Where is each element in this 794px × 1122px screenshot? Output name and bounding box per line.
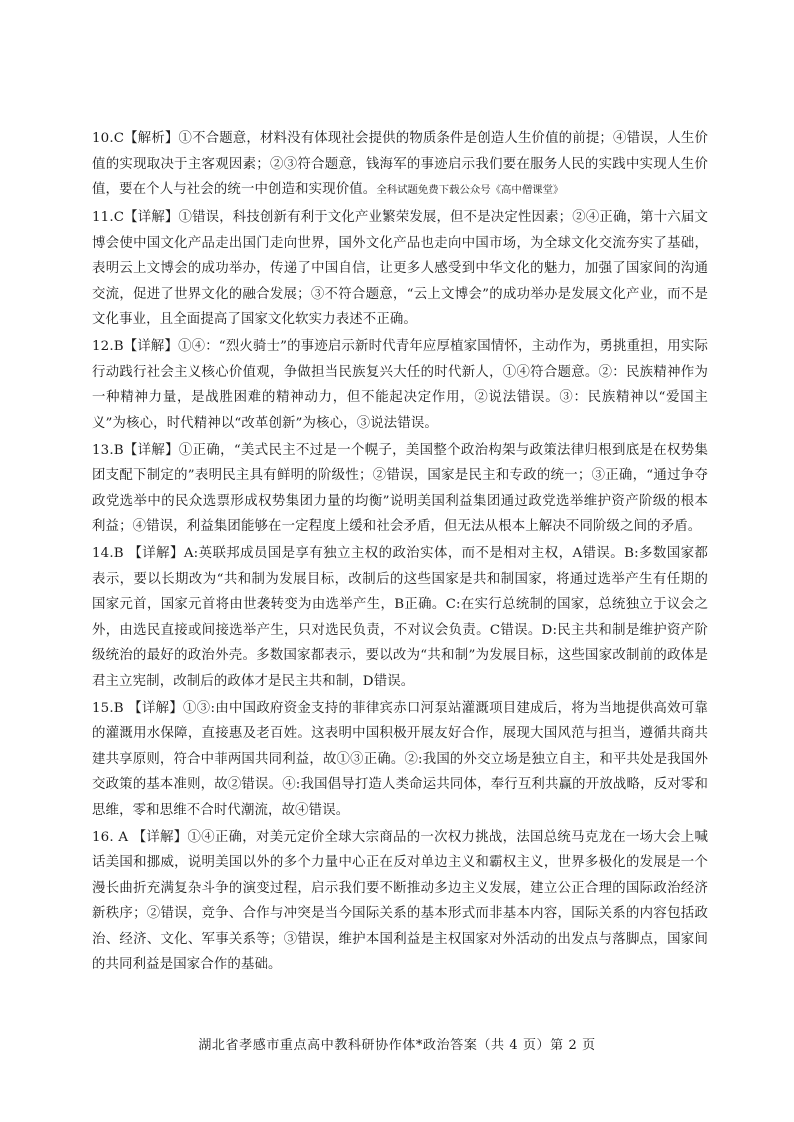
- answer-10-note: 全科试题免费下载公众号《高中僧课堂》: [376, 184, 564, 196]
- answer-11: 11.C【详解】①错误，科技创新有利于文化产业繁荣发展，但不是决定性因素；②④正确，第十六届文博会使中国文化产品走出国门走向世界，国外文化产品也走向中国市场，为全球文化交流夯实了基础，表明云上文博会的成功举办，传递了中国自信，让更多人感受到中华文化的魅力，加强了国家间的沟通交流，促进了世界文化的融合发展；③不符合题意，“云上文博会”的成功举办是发展文化产业，而不是文化事业，且全面提高了国家文化软实力表述不正确。: [92, 210, 708, 327]
- answer-15: 15.B 【详解】①③:由中国政府资金支持的菲律宾赤口河泵站灌溉项目建成后，将为当地提供高效可靠的灌溉用水保障，直接惠及老百姓。这表明中国积极开展友好合作，展现大国风范与担当，遵循共商共建共享原则，符合中菲两国共同利益，故①③正确。②:我国的外交立场是独立自主，和平共处是我国外交政策的基本准则，故②错误。④:我国倡导打造人类命运共同体，奉行互利共赢的开放战略，反对零和思维，零和思维不合时代潮流，故④错误。: [92, 700, 708, 818]
- answer-10-text: 10.C【解析】①不合题意，材料没有体现社会提供的物质条件是创造人生价值的前提；④错误，人生价值的实现取决于主客观因素；②③符合题意，钱海军的事迹启示我们要在服务人民的实践中实现人生价值，要在个人与社会的统一中创造和实现价值。: [92, 131, 708, 197]
- answer-13: 13.B【详解】①正确，“美式民主不过是一个幌子，美国整个政治构架与政策法律归根到底是在权势集团支配下制定的”表明民主具有鲜明的阶级性；②错误，国家是民主和专政的统一；③正确，“通过争夺政党选举中的民众选票形成权势集团力量的均衡”说明美国利益集团通过政党选举维护资产阶级的根本利益；④错误，利益集团能够在一定程度上缓和社会矛盾，但无法从根本上解决不同阶级之间的矛盾。: [92, 442, 708, 534]
- answer-14: 14.B 【详解】A:英联邦成员国是享有独立主权的政治实体，而不是相对主权，A错误。B:多数国家都表示，要以长期改为“共和制为发展目标，改制后的这些国家是共和制国家，将通过选举产生有任期的国家元首，国家元首将由世袭转变为由选举产生，B正确。C:在实行总统制的国家，总统独立于议会之外，由选民直接或间接选举产生，只对选民负责，不对议会负责。C错误。D:民主共和制是维护资产阶级统治的最好的政治外壳。多数国家都表示，要以改为“共和制”为发展目标，这些国家改制前的政体是君主立宪制，改制后的政体才是民主共和制，D错误。: [92, 546, 708, 689]
- answer-16: 16. A 【详解】①④正确，对美元定价全球大宗商品的一次权力挑战，法国总统马克龙在一场大会上喊话美国和挪威，说明美国以外的多个力量中心正在反对单边主义和霸权主义，世界多极化的发展是一个漫长曲折充满复杂斗争的演变过程，启示我们要不断推动多边主义发展，建立公正合理的国际政治经济新秩序；②错误，竞争、合作与冲突是当今国际关系的基本形式而非基本内容，国际关系的内容包括政治、经济、文化、军事关系等；③错误，维护本国利益是主权国家对外活动的出发点与落脚点，国家间的共同利益是国家合作的基础。: [92, 829, 708, 972]
- answer-12: 12.B【详解】①④：“烈火骑士”的事迹启示新时代青年应厚植家国情怀，主动作为，勇挑重担，用实际行动践行社会主义核心价值观，争做担当民族复兴大任的时代新人，①④符合题意。②：民族精神作为一种精神力量，是战胜困难的精神动力，但不能起决定作用，②说法错误。③：民族精神以“爱国主义”为核心，时代精神以“改革创新”为核心，③说法错误。: [92, 339, 708, 431]
- page-footer: 湖北省孝感市重点高中教科研协作体*政治答案（共 4 页）第 2 页: [198, 1038, 596, 1053]
- answer-10: [92, 126, 708, 204]
